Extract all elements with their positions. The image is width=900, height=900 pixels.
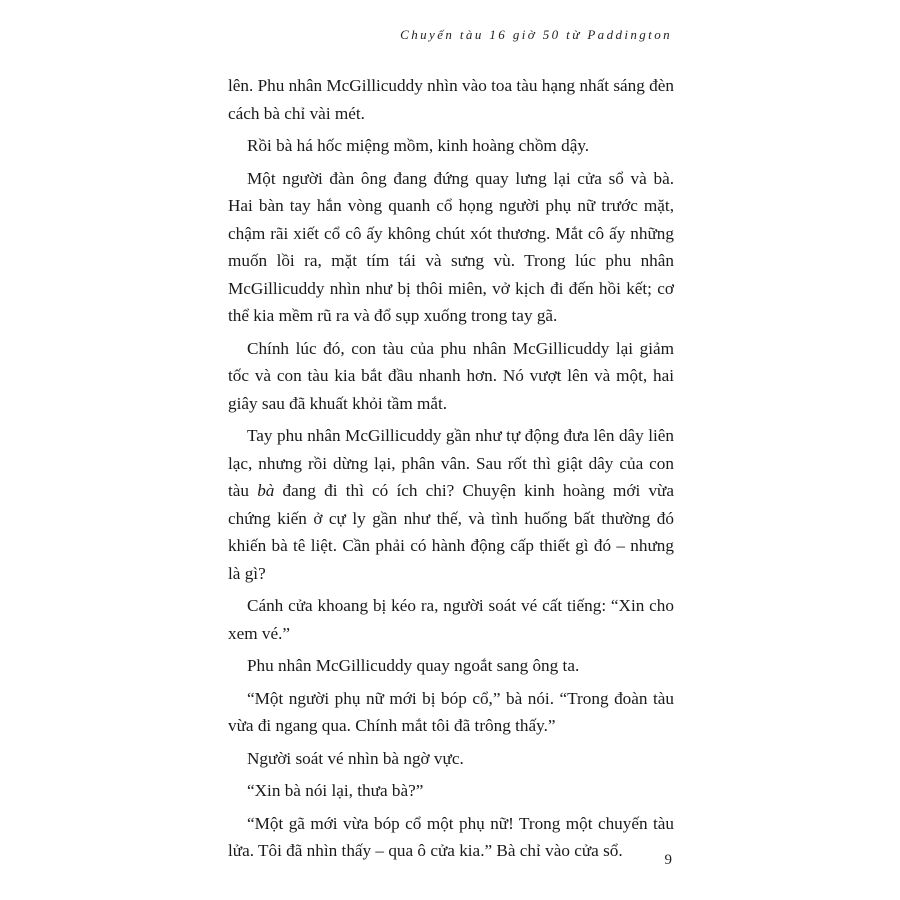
- emphasis-text: bà: [257, 481, 275, 500]
- paragraph: Một người đàn ông đang đứng quay lưng lại cửa sổ và bà. Hai bàn tay hắn vòng quanh cổ họng người phụ nữ trước mặt, chậm rãi xiết cổ cô ấy không chút xót thương. Mắt cô ấy những muốn lồi ra, mặt tím tái và sưng vù. Trong lúc phu nhân McGillicuddy nhìn như bị thôi miên, vở kịch đi đến hồi kết; cơ thể kia mềm rũ ra và đổ sụp xuống trong tay gã.: [228, 168, 674, 325]
- paragraph: Chính lúc đó, con tàu của phu nhân McGillicuddy lại giảm tốc và con tàu kia bắt đầu nhanh hơn. Nó vượt lên và một, hai giây sau đã khuất khỏi tầm mắt.: [228, 338, 674, 413]
- paragraph: “Một người phụ nữ mới bị bóp cổ,” bà nói. “Trong đoàn tàu vừa đi ngang qua. Chính mắt tôi đã trông thấy.”: [228, 688, 674, 735]
- running-header: Chuyến tàu 16 giờ 50 từ Paddington: [400, 27, 672, 42]
- paragraph: Cánh cửa khoang bị kéo ra, người soát vé cất tiếng: “Xin cho xem vé.”: [228, 596, 674, 643]
- paragraph-text: Tay phu nhân McGillicuddy gần như tự động đưa lên dây liên lạc, nhưng rồi dừng lại, phân vân. Sau rốt thì giật dây của con tàu: [228, 426, 674, 500]
- paragraph: Người soát vé nhìn bà ngờ vực.: [247, 748, 464, 768]
- paragraph: [228, 422, 674, 587]
- page-number: 9: [664, 852, 672, 868]
- paragraph-text: đang đi thì có ích chi? Chuyện kinh hoàng mới vừa chứng kiến ở cự ly gần như thế, và tình huống bất thường đó khiến bà tê liệt. Cần phải có hành động cấp thiết gì đó – nhưng là gì?: [228, 481, 674, 583]
- paragraph: lên. Phu nhân McGillicuddy nhìn vào toa tàu hạng nhất sáng đèn cách bà chỉ vài mét.: [228, 76, 674, 123]
- paragraph: Rồi bà há hốc miệng mồm, kinh hoàng chồm dậy.: [247, 136, 590, 155]
- body-text: [228, 72, 674, 870]
- paragraph: Phu nhân McGillicuddy quay ngoắt sang ông ta.: [247, 656, 580, 675]
- paragraph: “Một gã mới vừa bóp cổ một phụ nữ! Trong một chuyến tàu lửa. Tôi đã nhìn thấy – qua ô cửa kia.” Bà chỉ vào cửa sổ.: [228, 813, 674, 860]
- paragraph: “Xin bà nói lại, thưa bà?”: [247, 781, 424, 800]
